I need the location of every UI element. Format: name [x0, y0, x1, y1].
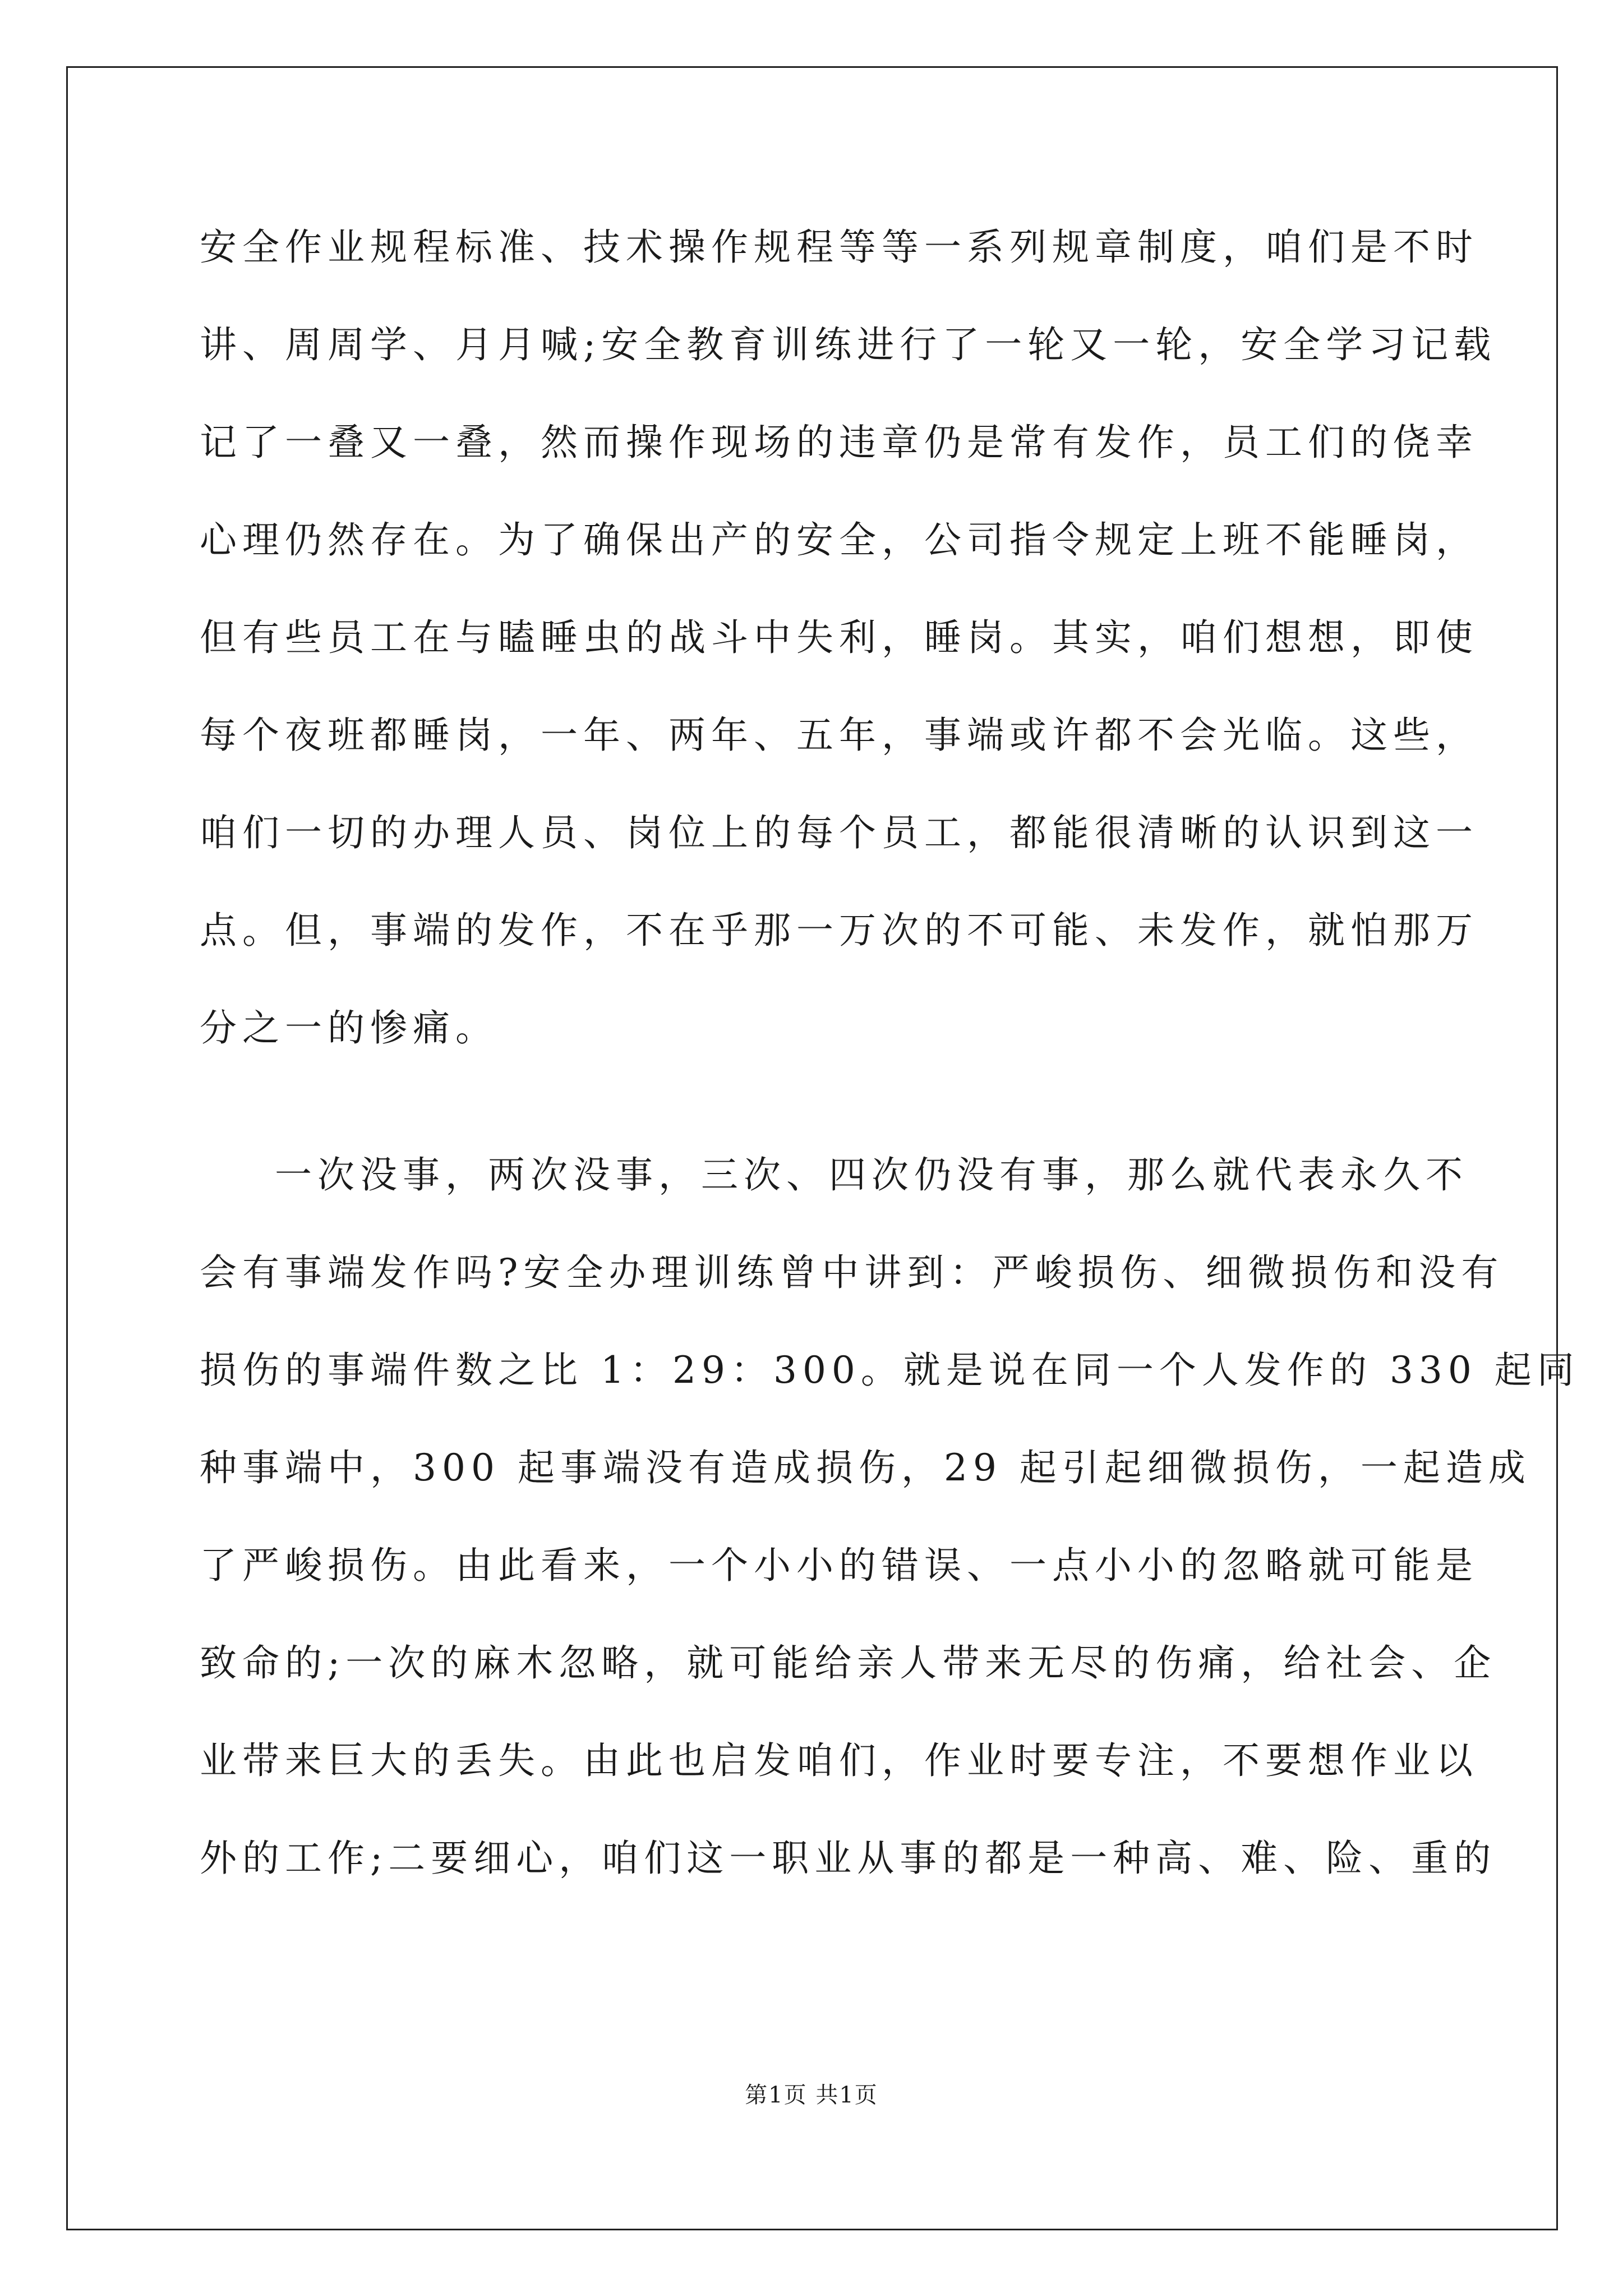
- text-line: 损伤的事端件数之比 1：29：300。就是说在同一个人发作的 330 起同: [200, 1349, 1580, 1392]
- text-line: 分之一的惨痛。: [200, 1006, 498, 1050]
- text-line: 讲、周周学、月月喊;安全教育训练进行了一轮又一轮，安全学习记载: [200, 323, 1497, 366]
- text-line: 每个夜班都睡岗，一年、两年、五年，事端或许都不会光临。这些，: [200, 714, 1478, 757]
- text-line: 心理仍然存在。为了确保出产的安全，公司指令规定上班不能睡岗，: [200, 518, 1478, 562]
- text-line: 一次没事，两次没事，三次、四次仍没有事，那么就代表永久不: [275, 1153, 1468, 1197]
- text-line: 安全作业规程标准、技术操作规程等等一系列规章制度，咱们是不时: [200, 226, 1478, 269]
- page-number-footer: 第1页 共1页: [745, 2082, 878, 2108]
- text-line: 会有事端发作吗?安全办理训练曾中讲到：严峻损伤、细微损伤和没有: [200, 1251, 1504, 1294]
- text-line: 外的工作;二要细心，咱们这一职业从事的都是一种高、难、险、重的: [200, 1837, 1497, 1880]
- text-line: 点。但，事端的发作，不在乎那一万次的不可能、未发作，就怕那万: [200, 909, 1478, 952]
- text-line: 了严峻损伤。由此看来，一个小小的错误、一点小小的忽略就可能是: [200, 1544, 1478, 1587]
- text-line: 种事端中，300 起事端没有造成损伤，29 起引起细微损伤，一起造成: [200, 1446, 1531, 1489]
- text-line: 但有些员工在与瞌睡虫的战斗中失利，睡岗。其实，咱们想想，即使: [200, 616, 1478, 659]
- text-line: 咱们一切的办理人员、岗位上的每个员工，都能很清晰的认识到这一: [200, 811, 1478, 854]
- text-line: 业带来巨大的丢失。由此也启发咱们，作业时要专注，不要想作业以: [200, 1739, 1478, 1782]
- page-border: [66, 66, 1558, 2230]
- text-line: 致命的;一次的麻木忽略，就可能给亲人带来无尽的伤痛，给社会、企: [200, 1641, 1497, 1685]
- text-line: 记了一叠又一叠，然而操作现场的违章仍是常有发作，员工们的侥幸: [200, 421, 1478, 464]
